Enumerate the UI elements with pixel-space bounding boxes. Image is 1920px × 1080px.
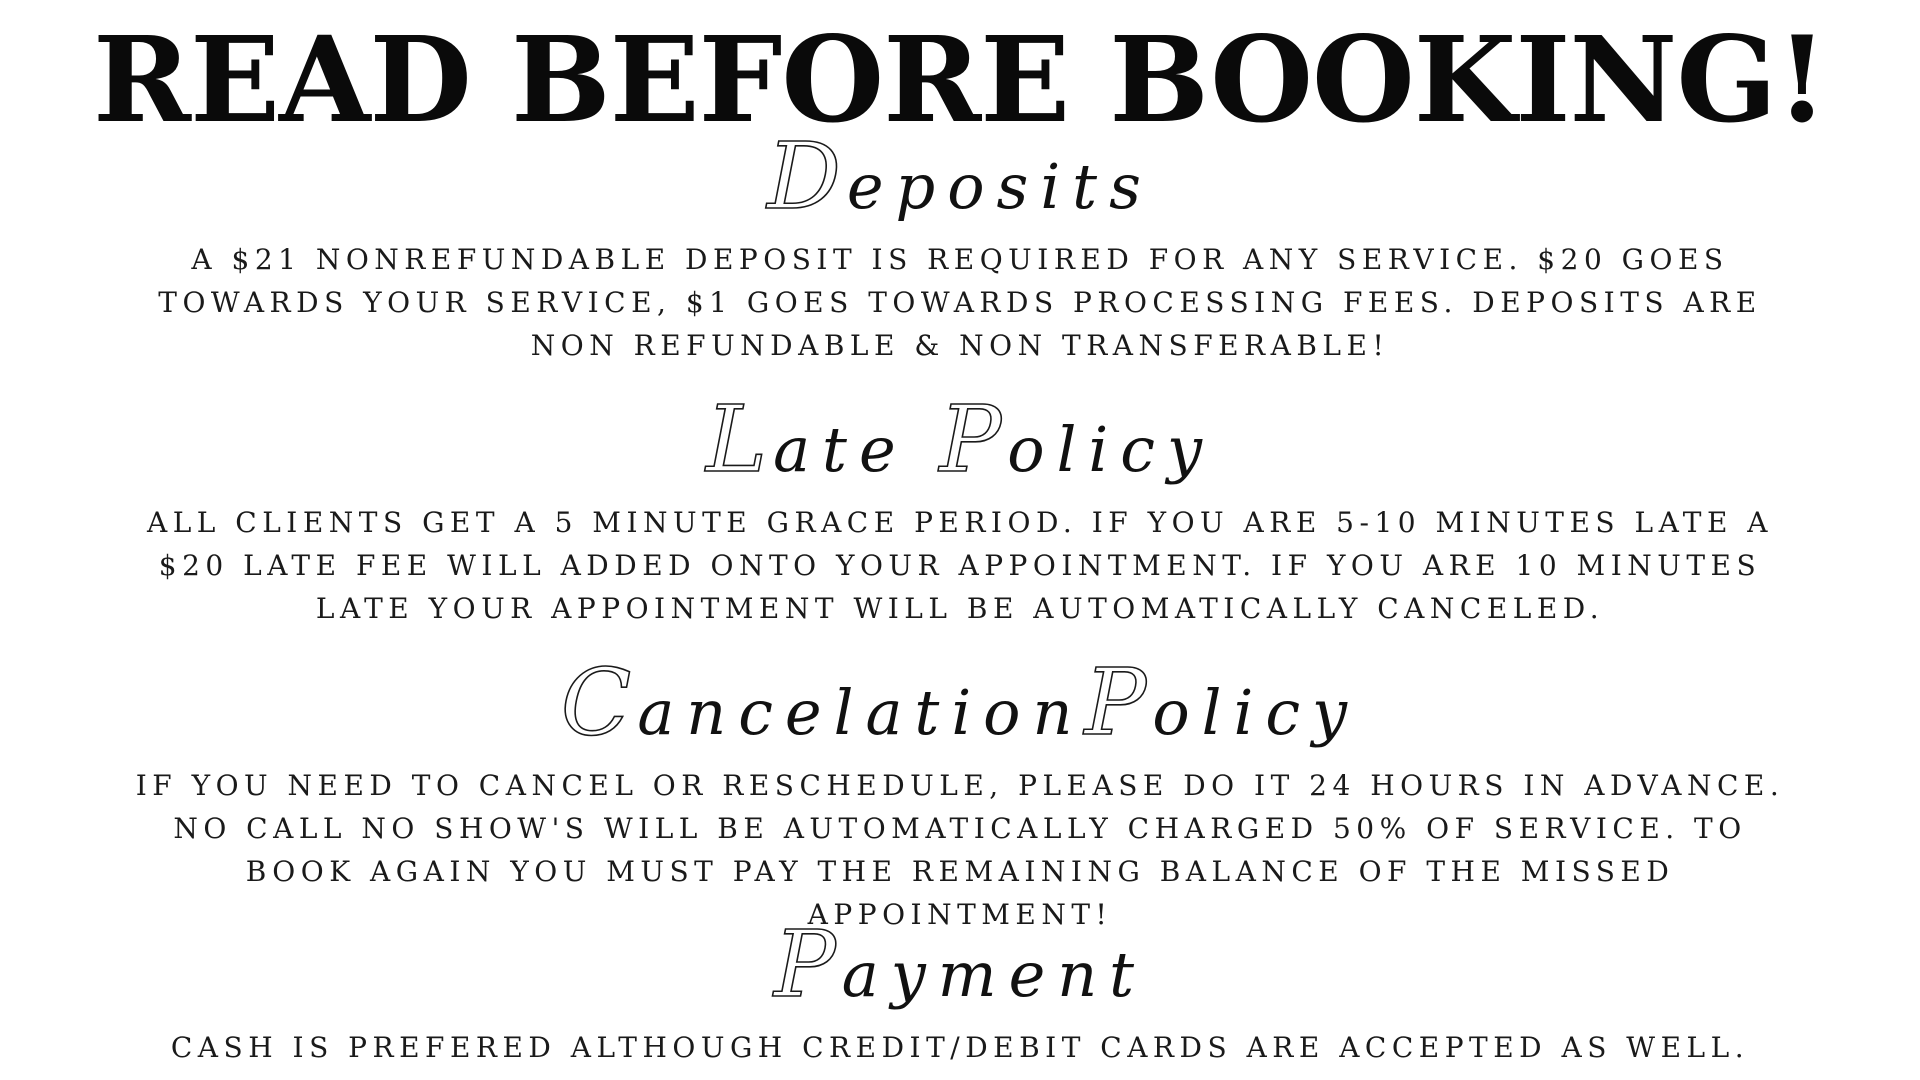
payment-text: CASH IS PREFERED ALTHOUGH CREDIT/DEBIT CARDS ARE ACCEPTED AS WELL. [170, 1031, 1750, 1064]
late-policy-heading-rest: ate [773, 413, 940, 486]
deposits-heading [130, 123, 1790, 232]
cancelation-policy-text: IF YOU NEED TO CANCEL OR RESCHEDULE, PLEASE DO IT 24 HOURS IN ADVANCE. NO CALL NO SHOW'S WILL BE AUTOMATICALLY CHARGED 50% OF SERVICE. TO BOOK AGAIN YOU MUST PAY THE REMAINING BALANCE OF THE MISSED APPOINTMENT! [135, 769, 1785, 931]
payment-heading-rest: ayment [841, 938, 1147, 1011]
section-payment [130, 911, 1790, 1069]
late-policy-text: ALL CLIENTS GET A 5 MINUTE GRACE PERIOD. IF YOU ARE 5-10 MINUTES LATE A $20 LATE FEE WILL ADDED ONTO YOUR APPOINTMENT. IF YOU ARE 10 MINUTES LATE YOUR APPOINTMENT WILL BE AUTOMATICALLY CANCELED. [146, 506, 1774, 625]
cancelation-policy-heading-rest: ancelation [637, 676, 1085, 749]
deposits-heading-initial: D [767, 123, 847, 230]
payment-heading [130, 911, 1790, 1020]
late-policy-heading-initial-2: P [939, 386, 1008, 493]
cancelation-policy-heading-rest-2: olicy [1152, 676, 1360, 749]
payment-heading-initial: P [773, 911, 842, 1018]
late-policy-heading-rest-2: olicy [1007, 413, 1215, 486]
section-late-policy [130, 386, 1790, 630]
deposits-heading-rest: eposits [846, 150, 1153, 223]
page-title: READ BEFORE BOOKING! [93, 10, 1827, 149]
cancelation-policy-heading-initial: C [560, 649, 638, 756]
deposits-text: A $21 NONREFUNDABLE DEPOSIT IS REQUIRED FOR ANY SERVICE. $20 GOES TOWARDS YOUR SERVICE, $1 GOES TOWARDS PROCESSING FEES. DEPOSITS ARE NON REFUNDABLE & NON TRANSFERABLE! [158, 243, 1762, 362]
late-policy-heading-initial: L [705, 386, 774, 493]
cancelation-policy-heading-initial-2: P [1084, 649, 1153, 756]
section-cancelation-policy [130, 649, 1790, 936]
section-deposits [130, 123, 1790, 367]
late-policy-heading [130, 386, 1790, 495]
cancelation-policy-heading [130, 649, 1790, 758]
